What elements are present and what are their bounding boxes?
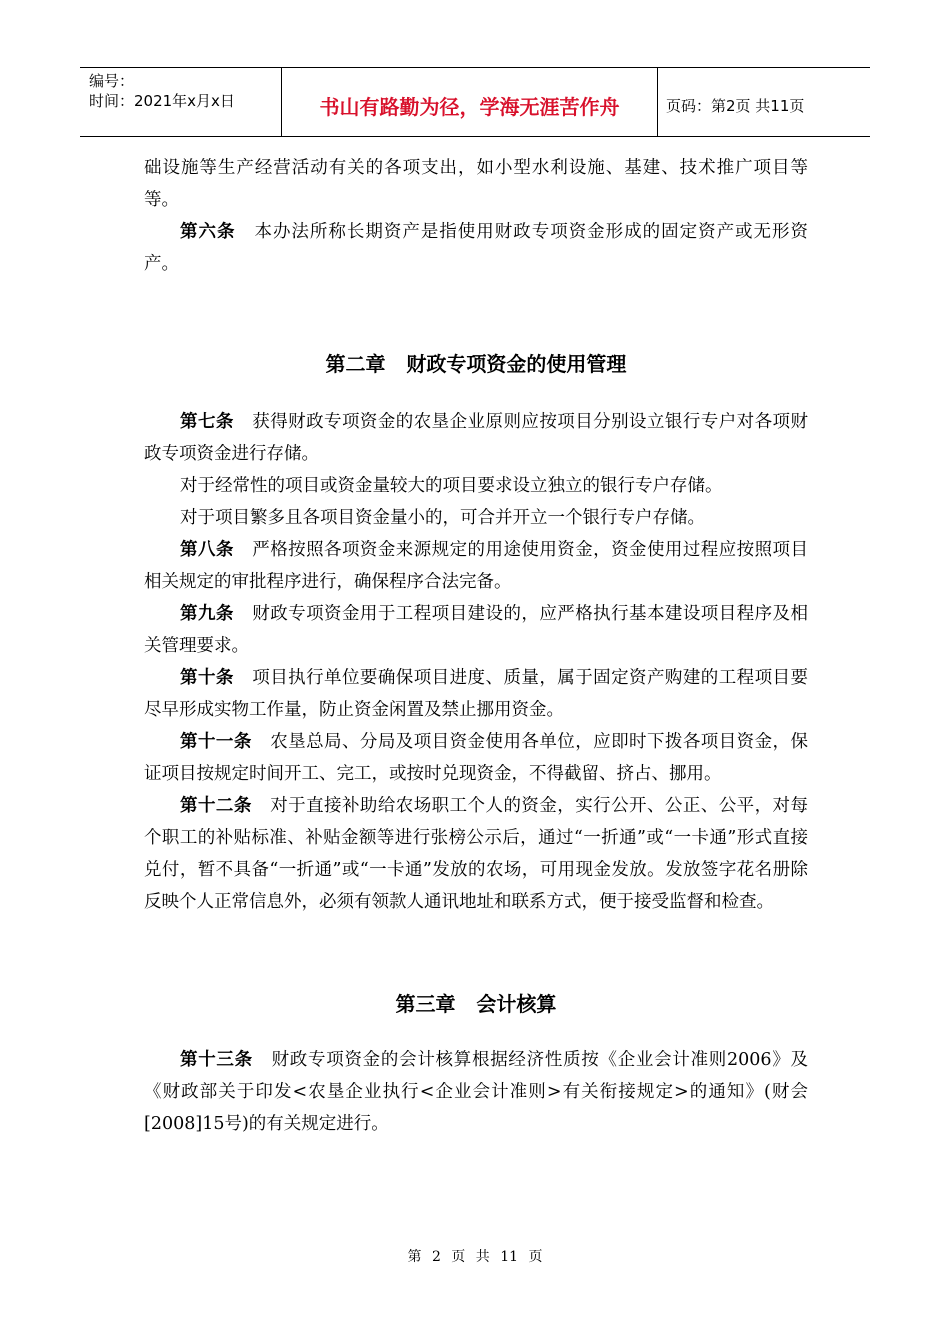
chapter-2-heading: 第二章 财政专项资金的使用管理	[325, 352, 627, 376]
article-title: 第九条	[180, 604, 234, 624]
article-11	[144, 726, 808, 790]
article-8	[144, 534, 808, 598]
time-label: 时间：2021年x月x日	[89, 92, 235, 110]
article-title: 第十三条	[180, 1050, 253, 1070]
header-meta-cell	[80, 68, 282, 136]
article-text: 获得财政专项资金的农垦企业原则应按项目分别设立银行专户对各项财政专项资金进行存储。	[144, 412, 809, 464]
header-motto-cell	[282, 68, 658, 136]
article-title: 第十一条	[180, 732, 252, 752]
page-footer: 第 2 页 共 11 页	[407, 1249, 543, 1265]
article-text: 项目执行单位要确保项目进度、质量，属于固定资产购建的工程项目要尽早形成实物工作量，防止资金闲置及禁止挪用资金。	[144, 668, 809, 720]
article-text: 对于直接补助给农场职工个人的资金，实行公开、公正、公平，对每个职工的补贴标准、补贴金额等进行张榜公示后，通过“一折通”或“一卡通”形式直接兑付，暂不具备“一折通”或“一卡通”发放的农场，可用现金发放。发放签字花名册除反映个人正常信息外，必须有领款人通讯地址和联系方式，便于接受监督和检查。	[144, 796, 808, 912]
paragraph-continuation: 础设施等生产经营活动有关的各项支出，如小型水利设施、基建、技术推广项目等等。	[144, 158, 808, 210]
article-12	[144, 790, 808, 918]
article-title: 第八条	[180, 540, 234, 560]
article-10	[144, 662, 808, 726]
motto-text: 书山有路勤为径，学海无涯苦作舟	[319, 94, 620, 119]
article-text: 财政专项资金用于工程项目建设的，应严格执行基本建设项目程序及相关管理要求。	[144, 604, 809, 656]
chapter-3-heading: 第三章 会计核算	[395, 992, 557, 1016]
article-text: 本办法所称长期资产是指使用财政专项资金形成的固定资产或无形资产。	[144, 222, 809, 274]
article-title: 第七条	[180, 412, 234, 432]
page-info: 页码：第2页 共11页	[666, 96, 805, 115]
article-6	[144, 216, 808, 280]
article-text: 财政专项资金的会计核算根据经济性质按《企业会计准则2006》及《财政部关于印发<农垦企业执行<企业会计准则>有关衔接规定>的通知》(财会[2008]15号)的有关规定进行。	[144, 1050, 808, 1134]
page-header	[80, 67, 870, 137]
paragraph: 对于项目繁多且各项目资金量小的，可合并开立一个银行专户存储。	[180, 508, 705, 528]
article-text: 严格按照各项资金来源规定的用途使用资金，资金使用过程应按照项目相关规定的审批程序进行，确保程序合法完备。	[144, 540, 809, 592]
article-title: 第六条	[180, 222, 236, 242]
article-title: 第十二条	[180, 796, 252, 816]
paragraph: 对于经常性的项目或资金量较大的项目要求设立独立的银行专户存储。	[180, 476, 723, 496]
header-page-cell	[658, 68, 870, 136]
article-7	[144, 406, 808, 470]
article-9	[144, 598, 808, 662]
document-body	[144, 152, 808, 1140]
article-title: 第十条	[180, 668, 234, 688]
article-13	[144, 1044, 808, 1140]
number-label: 编号：	[89, 72, 135, 90]
article-text: 农垦总局、分局及项目资金使用各单位，应即时下拨各项目资金，保证项目按规定时间开工、完工，或按时兑现资金，不得截留、挤占、挪用。	[144, 732, 808, 784]
